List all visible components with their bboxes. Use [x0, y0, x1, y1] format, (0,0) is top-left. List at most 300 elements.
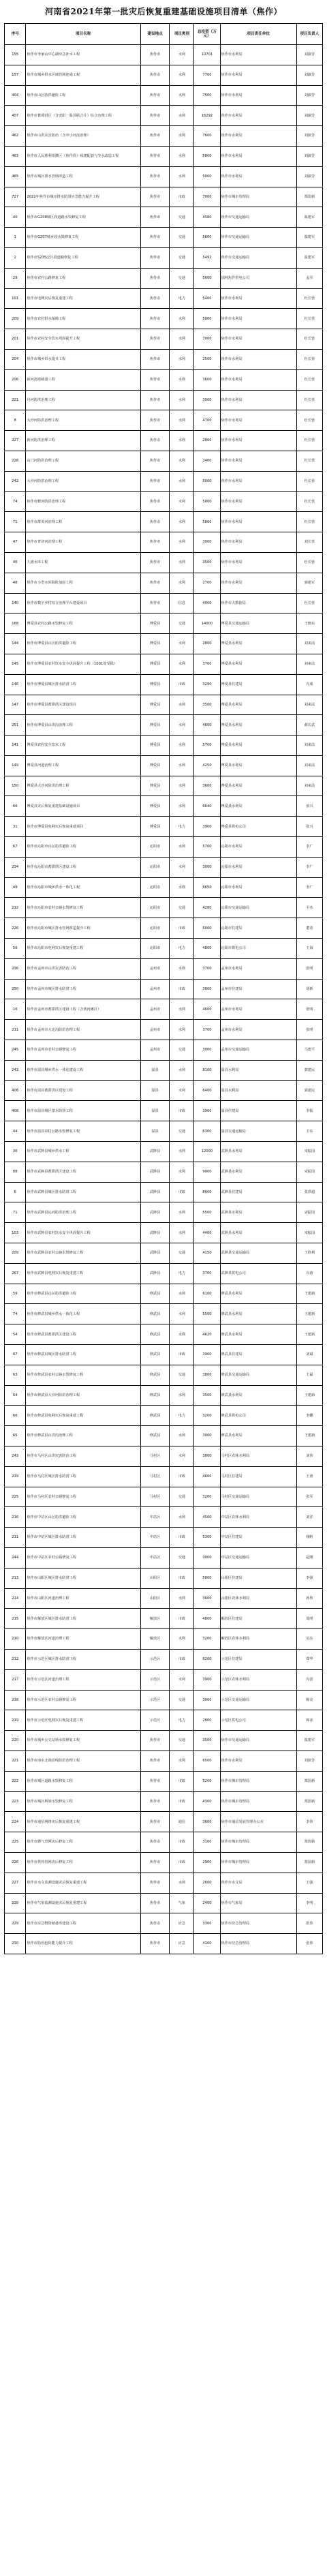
table-row — [5, 674, 323, 695]
table-row — [5, 877, 323, 898]
cell-category: 交通 — [170, 1690, 194, 1710]
cell-category: 应急 — [170, 1913, 194, 1934]
cell-investment: 5400 — [194, 288, 220, 309]
cell-index: 155 — [5, 45, 26, 65]
cell-index: 64 — [5, 1385, 26, 1406]
cell-responsible-person: 刘来法 — [296, 776, 322, 796]
cell-responsible-unit: 焦作市水利局 — [220, 45, 296, 65]
cell-index: 267 — [5, 1263, 26, 1284]
cell-responsible-unit: 修武县水利局 — [220, 1385, 296, 1406]
table-row — [5, 1406, 323, 1426]
table-row — [5, 1426, 323, 1446]
cell-location: 焦作市 — [140, 1934, 170, 1954]
cell-project-name: 焦作市沁阳市农村公路水毁修复工程 — [26, 898, 140, 918]
cell-responsible-unit: 博爱县水利局 — [220, 634, 296, 654]
cell-responsible-unit: 沁阳市水利局 — [220, 857, 296, 877]
cell-investment: 5800 — [194, 309, 220, 329]
cell-category: 水利 — [170, 715, 194, 736]
cell-project-name: 焦作市武陟县城区排水防涝工程 — [26, 1182, 140, 1202]
cell-project-name: 焦作市群英河治理工程 — [26, 512, 140, 532]
table-row — [5, 1852, 323, 1873]
cell-category: 市政 — [170, 1791, 194, 1812]
cell-responsible-unit: 武陟县供电公司 — [220, 1263, 296, 1284]
cell-location: 焦作市 — [140, 1832, 170, 1853]
cell-location: 沁阳市 — [140, 898, 170, 918]
cell-category: 交通 — [170, 228, 194, 248]
cell-location: 博爱县 — [140, 634, 170, 654]
table-row — [5, 755, 323, 776]
cell-responsible-unit: 博爱县水利局 — [220, 796, 296, 817]
cell-responsible-unit: 武陟县水利局 — [220, 1223, 296, 1243]
cell-responsible-unit: 博爱县供电公司 — [220, 817, 296, 837]
cell-responsible-unit: 焦作市水利局 — [220, 146, 296, 166]
cell-responsible-unit: 沁阳市交通运输局 — [220, 898, 296, 918]
cell-category: 市政 — [170, 979, 194, 999]
cell-category: 交通 — [170, 247, 194, 268]
cell-investment: 2800 — [194, 1710, 220, 1731]
cell-index: 66 — [5, 796, 26, 817]
cell-responsible-unit: 沁阳市供电公司 — [220, 939, 296, 959]
cell-category: 交通 — [170, 898, 194, 918]
cell-investment: 3800 — [194, 1365, 220, 1385]
table-row — [5, 613, 323, 634]
cell-location: 孟州市 — [140, 958, 170, 979]
cell-responsible-person: 冯成 — [296, 674, 322, 695]
cell-project-name: 大沙河防洪治理工程 — [26, 471, 140, 491]
cell-index: 215 — [5, 1609, 26, 1629]
cell-investment: 5500 — [194, 1304, 220, 1324]
table-row — [5, 1345, 323, 1365]
table-row — [5, 1487, 323, 1507]
cell-location: 沁阳市 — [140, 877, 170, 898]
cell-category: 水利 — [170, 1588, 194, 1609]
cell-investment: 14000 — [194, 613, 220, 634]
cell-responsible-person: 冯涛 — [296, 1263, 322, 1284]
cell-responsible-person: 宋振国 — [296, 1223, 322, 1243]
cell-responsible-unit: 武陟县水利局 — [220, 1162, 296, 1182]
cell-responsible-person: 刘斌 — [296, 1345, 322, 1365]
cell-category: 电力 — [170, 817, 194, 837]
cell-category: 水利 — [170, 491, 194, 512]
cell-index: 226 — [5, 1852, 26, 1873]
cell-investment: 3200 — [194, 1629, 220, 1650]
cell-responsible-person: 刘淑芳 — [296, 65, 322, 85]
cell-investment: 5492 — [194, 247, 220, 268]
table-row — [5, 146, 323, 166]
cell-location: 焦作市 — [140, 1731, 170, 1751]
cell-index: 211 — [5, 1528, 26, 1548]
cell-investment: 6650 — [194, 877, 220, 898]
cell-investment: 5000 — [194, 491, 220, 512]
table-row — [5, 1791, 323, 1812]
project-table — [4, 23, 323, 1954]
cell-location: 修武县 — [140, 1324, 170, 1345]
cell-investment: 2800 — [194, 431, 220, 451]
cell-index: 16 — [5, 999, 26, 1020]
cell-project-name: 焦作市山阳区河道治理工程 — [26, 1588, 140, 1609]
header-location: 建设地点 — [140, 24, 170, 45]
cell-location: 博爱县 — [140, 654, 170, 674]
cell-responsible-unit: 山阳区住建局 — [220, 1568, 296, 1588]
cell-project-name: 焦作市修武县农村公路水毁修复工程 — [26, 1365, 140, 1385]
cell-index: 2 — [5, 247, 26, 268]
cell-investment: 4600 — [194, 715, 220, 736]
table-row — [5, 1223, 323, 1243]
cell-investment: 7500 — [194, 85, 220, 106]
cell-responsible-unit: 孟州市水利局 — [220, 999, 296, 1020]
table-row — [5, 1040, 323, 1061]
cell-location: 焦作市 — [140, 106, 170, 126]
cell-index: 220 — [5, 1731, 26, 1751]
cell-category: 水利 — [170, 1629, 194, 1650]
cell-investment: 5600 — [194, 228, 220, 248]
cell-responsible-person: 郑国新 — [296, 1791, 322, 1812]
cell-responsible-unit: 马村区住建局 — [220, 1466, 296, 1487]
cell-investment: 5200 — [194, 1771, 220, 1791]
cell-location: 武陟县 — [140, 1243, 170, 1264]
table-row — [5, 247, 323, 268]
table-row — [5, 390, 323, 410]
cell-responsible-person: 刘淑芳 — [296, 146, 322, 166]
cell-responsible-person: 郭建民 — [296, 1060, 322, 1080]
cell-location: 焦作市 — [140, 431, 170, 451]
cell-location: 焦作市 — [140, 1852, 170, 1873]
cell-project-name: 焦作市武陟县农村公路水毁修复工程 — [26, 1243, 140, 1264]
cell-location: 温县 — [140, 1080, 170, 1101]
cell-responsible-unit: 武陟县住建局 — [220, 1182, 296, 1202]
cell-investment: 16292 — [194, 106, 220, 126]
cell-investment: 3900 — [194, 817, 220, 837]
cell-category: 水利 — [170, 958, 194, 979]
cell-category: 电力 — [170, 1710, 194, 1731]
cell-responsible-unit: 示范区供电公司 — [220, 1710, 296, 1731]
cell-project-name: 焦作市武陟县蓄滞洪区建设工程 — [26, 1162, 140, 1182]
cell-responsible-person: 刘来法 — [296, 695, 322, 715]
cell-location: 焦作市 — [140, 491, 170, 512]
cell-index: 6 — [5, 1182, 26, 1202]
cell-investment: 3000 — [194, 1426, 220, 1446]
cell-project-name: 焦作市孟州市城区排水防涝工程 — [26, 979, 140, 999]
cell-project-name: 焦作市沁阳市城区排水管网改造提升工程 — [26, 918, 140, 939]
cell-project-name: 焦作市普济河治理工程 — [26, 532, 140, 553]
table-body — [5, 45, 323, 1954]
cell-location: 焦作市 — [140, 1791, 170, 1812]
cell-index: 214 — [5, 1588, 26, 1609]
cell-investment: 2800 — [194, 634, 220, 654]
cell-investment: 4400 — [194, 1223, 220, 1243]
cell-project-name: 博爱县河道治理工程 — [26, 755, 140, 776]
cell-location: 博爱县 — [140, 695, 170, 715]
cell-category: 水利 — [170, 776, 194, 796]
cell-responsible-person: 李伟 — [296, 1812, 322, 1832]
cell-location: 山阳区 — [140, 1588, 170, 1609]
table-row — [5, 979, 323, 999]
table-row — [5, 1243, 323, 1264]
table-row — [5, 1649, 323, 1669]
table-row — [5, 1304, 323, 1324]
cell-index: 141 — [5, 736, 26, 756]
cell-investment: 6100 — [194, 1284, 220, 1304]
cell-index: 88 — [5, 1162, 26, 1182]
table-row — [5, 1913, 323, 1934]
cell-investment: 4600 — [194, 999, 220, 1020]
table-row — [5, 1385, 323, 1406]
cell-responsible-unit: 博爱县水利局 — [220, 736, 296, 756]
cell-index: 40 — [5, 207, 26, 228]
cell-responsible-person: 胡新 — [296, 979, 322, 999]
cell-category: 交通 — [170, 1487, 194, 1507]
cell-responsible-person: 宋振国 — [296, 1142, 322, 1162]
cell-location: 马村区 — [140, 1487, 170, 1507]
cell-index: 103 — [5, 1223, 26, 1243]
table-row — [5, 1202, 323, 1223]
cell-investment: 3000 — [194, 390, 220, 410]
table-row — [5, 1832, 323, 1853]
cell-project-name: 焦作市马村区山洪灾害防治工程 — [26, 1446, 140, 1466]
cell-investment: 3600 — [194, 369, 220, 390]
cell-index: 250 — [5, 979, 26, 999]
cell-responsible-unit: 焦作市交通运输局 — [220, 228, 296, 248]
cell-project-name: 焦作市修武县蓄滞洪区建设工程 — [26, 1324, 140, 1345]
cell-responsible-unit: 沁阳市水利局 — [220, 837, 296, 858]
cell-responsible-person: 刘来法 — [296, 654, 322, 674]
cell-location: 焦作市 — [140, 451, 170, 471]
cell-index: 408 — [5, 1101, 26, 1121]
cell-responsible-unit: 焦作市交通运输局 — [220, 1731, 296, 1751]
table-row — [5, 1629, 323, 1650]
table-row — [5, 491, 323, 512]
table-row — [5, 451, 323, 471]
cell-category: 市政 — [170, 1101, 194, 1121]
cell-responsible-person: 孙伟 — [296, 1588, 322, 1609]
cell-responsible-person: 李广 — [296, 857, 322, 877]
cell-responsible-person: 冯雷 — [296, 1669, 322, 1690]
cell-investment: 4580 — [194, 207, 220, 228]
table-row — [5, 939, 323, 959]
cell-responsible-unit: 焦作市城市管理局 — [220, 1832, 296, 1853]
cell-investment: 3800 — [194, 1446, 220, 1466]
cell-index: 234 — [5, 857, 26, 877]
cell-project-name: 焦作市G208城区段道路水毁修复工程 — [26, 207, 140, 228]
table-row — [5, 45, 323, 65]
cell-responsible-unit: 焦作市水利局 — [220, 431, 296, 451]
cell-location: 焦作市 — [140, 207, 170, 228]
cell-responsible-unit: 孟州市住建局 — [220, 979, 296, 999]
table-row — [5, 1284, 323, 1304]
cell-location: 焦作市 — [140, 1751, 170, 1771]
cell-category: 水利 — [170, 451, 194, 471]
cell-investment: 5000 — [194, 918, 220, 939]
cell-investment: 5800 — [194, 146, 220, 166]
cell-investment: 3300 — [194, 1913, 220, 1934]
cell-location: 焦作市 — [140, 471, 170, 491]
cell-location: 温县 — [140, 1121, 170, 1142]
table-row — [5, 1893, 323, 1913]
cell-responsible-unit: 焦作市水利局 — [220, 552, 296, 573]
cell-project-name: 焦作市通信网络灾后恢复重建工程 — [26, 1812, 140, 1832]
cell-category: 水利 — [170, 1223, 194, 1243]
cell-category: 水利 — [170, 1873, 194, 1893]
cell-responsible-person: 郑华 — [296, 1649, 322, 1669]
header-project-name: 项目名称 — [26, 24, 140, 45]
cell-investment: 6640 — [194, 796, 220, 817]
cell-responsible-unit: 示范区住建局 — [220, 1649, 296, 1669]
cell-location: 博爱县 — [140, 796, 170, 817]
cell-responsible-person: 刘洋 — [296, 1507, 322, 1528]
cell-location: 修武县 — [140, 1365, 170, 1385]
cell-index: 227 — [5, 1873, 26, 1893]
cell-project-name: 焦作市小型水库除险加固工程 — [26, 573, 140, 593]
cell-category: 交通 — [170, 1040, 194, 1061]
cell-responsible-person: 杜长营 — [296, 431, 322, 451]
cell-category: 水利 — [170, 1426, 194, 1446]
cell-responsible-unit: 焦作市水利局 — [220, 471, 296, 491]
cell-index: 48 — [5, 573, 26, 593]
cell-project-name: 焦作市解放区河道治理工程 — [26, 1629, 140, 1650]
cell-responsible-unit: 修武县水利局 — [220, 1324, 296, 1345]
table-row — [5, 1060, 323, 1080]
cell-category: 水利 — [170, 390, 194, 410]
cell-project-name: 焦作市孟州市蓄滞洪区建设工程（含黄河滩区） — [26, 999, 140, 1020]
cell-index: 225 — [5, 1487, 26, 1507]
table-row — [5, 329, 323, 350]
cell-category: 水利 — [170, 796, 194, 817]
cell-location: 中站区 — [140, 1528, 170, 1548]
cell-responsible-unit: 温县水利局 — [220, 1080, 296, 1101]
cell-responsible-unit: 焦作市水利局 — [220, 329, 296, 350]
cell-investment: 2400 — [194, 451, 220, 471]
cell-responsible-person: 张兴 — [296, 796, 322, 817]
cell-investment: 5600 — [194, 268, 220, 288]
table-row — [5, 736, 323, 756]
cell-investment: 3800 — [194, 979, 220, 999]
cell-location: 修武县 — [140, 1385, 170, 1406]
cell-index: 209 — [5, 1243, 26, 1264]
cell-responsible-unit: 焦作市水利局 — [220, 512, 296, 532]
cell-responsible-person: 王建新 — [296, 1385, 322, 1406]
cell-responsible-person: 刘来法 — [296, 736, 322, 756]
cell-investment: 7700 — [194, 65, 220, 85]
cell-category: 水利 — [170, 45, 194, 65]
table-row — [5, 918, 323, 939]
cell-index: 206 — [5, 369, 26, 390]
cell-project-name: 焦作市孟州市山洪灾害防治工程 — [26, 958, 140, 979]
table-row — [5, 1507, 323, 1528]
cell-responsible-unit: 焦作市水文局 — [220, 1873, 296, 1893]
cell-responsible-person: 刘淑芳 — [296, 1751, 322, 1771]
cell-responsible-unit: 焦作市水利局 — [220, 106, 296, 126]
cell-responsible-person: 刘来法 — [296, 634, 322, 654]
cell-responsible-person: 温建军 — [296, 1731, 322, 1751]
cell-responsible-person: 刘淑芳 — [296, 166, 322, 187]
cell-responsible-person: 杜长营 — [296, 471, 322, 491]
cell-project-name: 焦作市城乡公交站场水毁修复工程 — [26, 1731, 140, 1751]
cell-responsible-unit: 焦作市城市管理局 — [220, 187, 296, 207]
table-row — [5, 1873, 323, 1893]
cell-investment: 8600 — [194, 1182, 220, 1202]
cell-location: 焦作市 — [140, 349, 170, 369]
cell-responsible-unit: 解放区住建局 — [220, 1609, 296, 1629]
cell-responsible-unit: 温县水利局 — [220, 1060, 296, 1080]
cell-location: 孟州市 — [140, 999, 170, 1020]
cell-index: 227 — [5, 431, 26, 451]
cell-category: 水利 — [170, 471, 194, 491]
cell-location: 孟州市 — [140, 1020, 170, 1040]
table-row — [5, 288, 323, 309]
cell-location: 武陟县 — [140, 1223, 170, 1243]
cell-project-name: 焦作市沁阳市城乡供水一体化工程 — [26, 877, 140, 898]
cell-responsible-unit: 焦作市水利局 — [220, 65, 296, 85]
cell-index: 462 — [5, 126, 26, 147]
table-row — [5, 1101, 323, 1121]
cell-category: 气象 — [170, 1893, 194, 1913]
cell-index: 67 — [5, 837, 26, 858]
cell-responsible-person: 刘来法 — [296, 755, 322, 776]
cell-project-name: 九渡水库工程 — [26, 552, 140, 573]
cell-responsible-unit: 中站区农林水利局 — [220, 1507, 296, 1528]
cell-index: 222 — [5, 1771, 26, 1791]
cell-category: 水利 — [170, 1202, 194, 1223]
cell-responsible-unit: 武陟县水利局 — [220, 1142, 296, 1162]
cell-index: 140 — [5, 593, 26, 613]
cell-responsible-unit: 修武县水利局 — [220, 1284, 296, 1304]
cell-responsible-person: 杜长营 — [296, 309, 322, 329]
cell-responsible-unit: 示范区农林水利局 — [220, 1669, 296, 1690]
cell-responsible-person: 张兴 — [296, 817, 322, 837]
cell-index: 65 — [5, 1426, 26, 1446]
table-row — [5, 1182, 323, 1202]
cell-category: 水利 — [170, 1020, 194, 1040]
cell-project-name: 焦作市马村区城区排水防涝工程 — [26, 1466, 140, 1487]
cell-index: 209 — [5, 309, 26, 329]
table-row — [5, 999, 323, 1020]
cell-category: 水利 — [170, 146, 194, 166]
cell-category: 市政 — [170, 1568, 194, 1588]
cell-index: 146 — [5, 674, 26, 695]
cell-investment: 5000 — [194, 166, 220, 187]
cell-responsible-unit: 沁阳市住建局 — [220, 918, 296, 939]
cell-category: 电力 — [170, 1406, 194, 1426]
cell-project-name: 焦作市示范区城区排水防涝工程 — [26, 1649, 140, 1669]
cell-investment: 2700 — [194, 573, 220, 593]
cell-index: 228 — [5, 1893, 26, 1913]
cell-project-name: 焦作市沁阳市电网灾后恢复重建工程 — [26, 939, 140, 959]
cell-investment: 3600 — [194, 1588, 220, 1609]
cell-category: 水利 — [170, 999, 194, 1020]
cell-project-name: 焦作市电网灾后恢复重建工程 — [26, 288, 140, 309]
cell-index: 168 — [5, 613, 26, 634]
cell-responsible-unit: 焦作市城市管理局 — [220, 1852, 296, 1873]
cell-responsible-person: 王海 — [296, 939, 322, 959]
cell-responsible-unit: 孟州市水利局 — [220, 958, 296, 979]
cell-category: 水利 — [170, 552, 194, 573]
cell-responsible-person: 赵刚 — [296, 1547, 322, 1568]
table-row — [5, 1812, 323, 1832]
cell-category: 市政 — [170, 674, 194, 695]
cell-responsible-person: 卫杰 — [296, 898, 322, 918]
table-row — [5, 573, 323, 593]
cell-responsible-person: 张明 — [296, 958, 322, 979]
cell-project-name: 焦作市博爱县城区排水防涝工程 — [26, 674, 140, 695]
cell-investment: 4150 — [194, 1243, 220, 1264]
cell-project-name: 焦作市中站区山区防洪避险工程 — [26, 1507, 140, 1528]
cell-location: 焦作市 — [140, 45, 170, 65]
cell-category: 水利 — [170, 532, 194, 553]
cell-index: 242 — [5, 471, 26, 491]
cell-investment: 3900 — [194, 1345, 220, 1365]
cell-location: 焦作市 — [140, 390, 170, 410]
cell-responsible-person: 韩冰 — [296, 1710, 322, 1731]
